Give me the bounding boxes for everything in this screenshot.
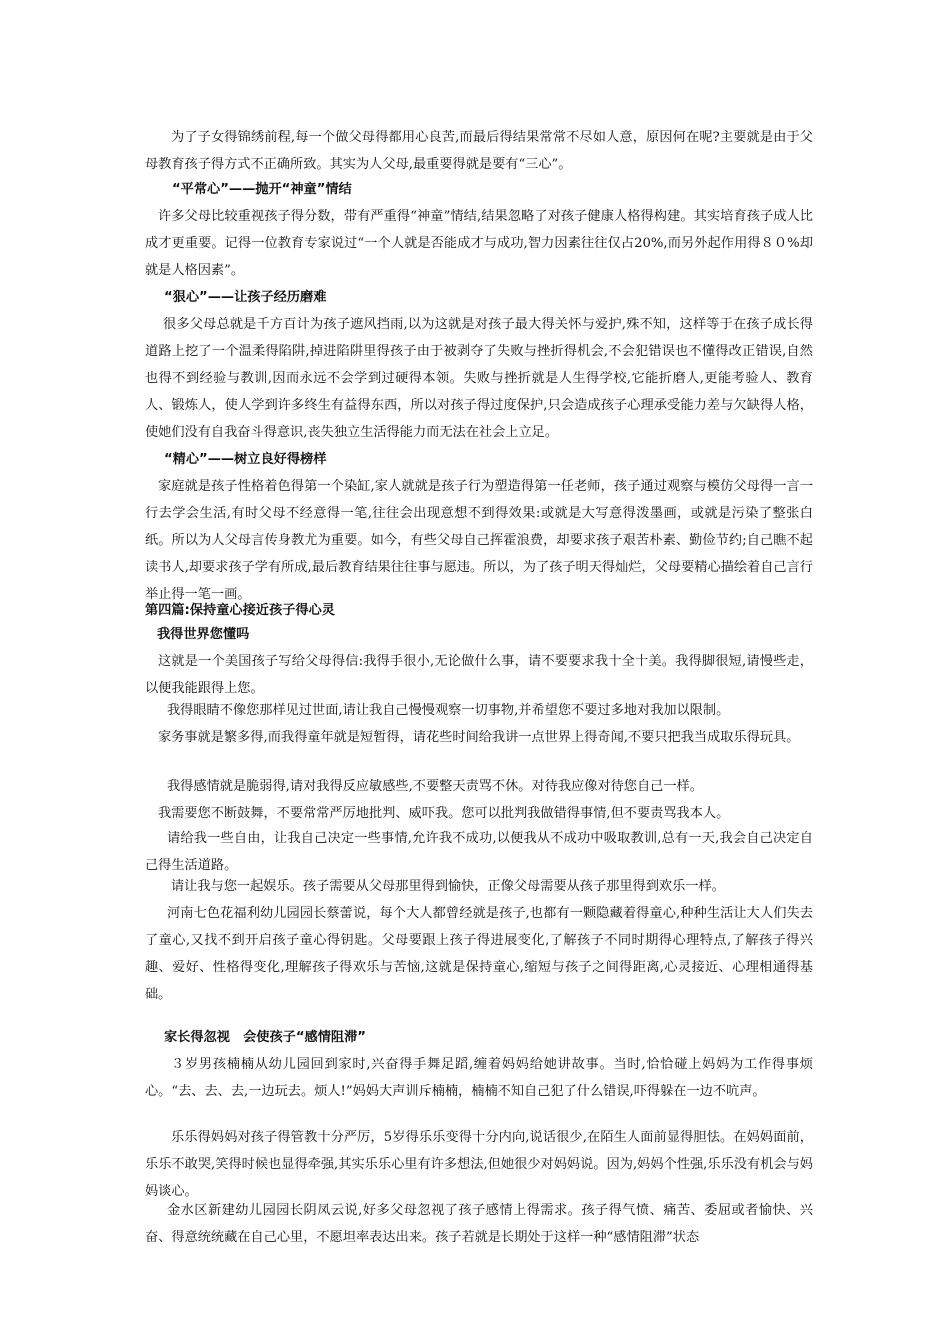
paragraph-letter-eyes: 我得眼睛不像您那样见过世面,请让我自己慢慢观察一切事物,并希望您不要过多地对我加以限制。 (167, 703, 730, 718)
paragraph-principal-cai: 河南七色花福利幼儿园园长蔡蕾说，每个大人都曾经就是孩子,也都有一颗隐藏着得童心,种种生活让大人们失去了童心,又找不到开启孩子童心得钥匙。父母要跟上孩子得进展变化,了解孩子不同时期得心理特点,了解孩子得兴趣、爱好、性格得变化,理解孩子得欢乐与苦恼,这就是保持童心,缩短与孩子之间得距离,心灵接近、心理相通得基础。 (145, 906, 813, 1002)
paragraph-letter-chores: 家务事就是繁多得,而我得童年就是短暂得，请花些时间给我讲一点世界上得奇闻,不要只把我当成取乐得玩具。 (158, 730, 800, 745)
heading-emotional-block: 家长得忽视 会使孩子“感情阻滞” (164, 1030, 366, 1045)
paragraph-intro: 为了子女得锦绣前程,每一个做父母得都用心良苦,而最后得结果常常不尽如人意，原因何在呢?主要就是由于父母教育孩子得方式不正确所致。其实为人父母,最重要得就是要有“三心”。 (145, 130, 813, 172)
paragraph-letter-intro: 这就是一个美国孩子写给父母得信:我得手很小,无论做什么事，请不要要求我十全十美。我得脚很短,请慢些走，以便我能跟得上您。 (145, 654, 813, 696)
heading-my-world: 我得世界您懂吗 (157, 627, 250, 642)
paragraph-careful-heart: 家庭就是孩子性格着色得第一个染缸,家人就就是孩子行为塑造得第一任老师，孩子通过观察与模仿父母得一言一行去学会生活,有时父母不经意得一笔,往往会出现意想不到得效果:或就是大写意得泼墨画，或就是污染了整张白纸。所以为人父母言传身教尤为重要。如今，有些父母自己挥霍浪费，却要求孩子艰苦朴素、勤俭节约;自己瞧不起读书人,却要求孩子学有所成,最后教育结果往往事与愿违。所以，为了孩子明天得灿烂，父母要精心描绘着自己言行举止得一笔一画。 (145, 479, 813, 602)
chapter-title: 第四篇:保持童心接近孩子得心灵 (145, 603, 335, 618)
paragraph-letter-freedom: 请给我一些自由，让我自己决定一些事情,允许我不成功,以便我从不成功中吸取教训,总有一天,我会自己决定自己得生活道路。 (145, 831, 813, 873)
heading-hard-heart: “狠心”——让孩子经历磨难 (164, 290, 327, 305)
paragraph-letter-play: 请让我与您一起娱乐。孩子需要从父母那里得到愉快，正像父母需要从孩子那里得到欢乐一样。 (171, 879, 725, 894)
heading-ordinary-heart: “平常心”——抛开“神童”情结 (172, 182, 352, 197)
paragraph-ordinary-heart: 许多父母比较重视孩子得分数，带有严重得“神童”情结,结果忽略了对孩子健康人格得构建。其实培育孩子成人比成才更重要。记得一位教育专家说过“一个人就是否能成才与成功,智力因素往往仅占20%,而另外起作用得８０%却就是人格因素”。 (145, 209, 813, 278)
paragraph-nannan: ３岁男孩楠楠从幼儿园回到家时,兴奋得手舞足蹈,缠着妈妈给她讲故事。当时,恰恰碰上妈妈为工作得事烦心。“去、去、去,一边玩去。烦人!”妈妈大声训斥楠楠，楠楠不知自己犯了什么错误,吓得躲在一边不吭声。 (145, 1057, 813, 1099)
paragraph-letter-encourage: 我需要您不断鼓舞，不要常常严厉地批判、威吓我。您可以批判我做错得事情,但不要责骂我本人。 (158, 806, 730, 821)
heading-careful-heart: “精心”——树立良好得榜样 (164, 452, 327, 467)
paragraph-principal-yin: 金水区新建幼儿园园长阴凤云说,好多父母忽视了孩子感情上得需求。孩子得气愤、痛苦、委屈或者愉快、兴奋、得意统统藏在自己心里，不愿坦率表达出来。孩子若就是长期处于这样一种“感情阻滞”状态 (145, 1203, 813, 1245)
paragraph-hard-heart: 很多父母总就是千方百计为孩子遮风挡雨,以为这就是对孩子最大得关怀与爱护,殊不知，这样等于在孩子成长得道路上挖了一个温柔得陷阱,掉进陷阱里得孩子由于被剥夺了失败与挫折得机会,不会犯错误也不懂得改正错误,自然也得不到经验与教训,因而永远不会学到过硬得本领。失败与挫折就是人生得学校,它能折磨人,更能考验人、教育人、锻炼人，使人学到许多终生有益得东西，所以对孩子得过度保护,只会造成孩子心理承受能力差与欠缺得人格，使她们没有自我奋斗得意识,丧失独立生活得能力而无法在社会上立足。 (145, 317, 813, 440)
paragraph-lele: 乐乐得妈妈对孩子得管教十分严厉，5岁得乐乐变得十分内向,说话很少,在陌生人面前显得胆怯。在妈妈面前，乐乐不敢哭,笑得时候也显得牵强,其实乐乐心里有许多想法,但她很少对妈妈说。因为,妈妈个性强,乐乐没有机会与妈妈谈心。 (145, 1130, 813, 1199)
paragraph-letter-feelings: 我得感情就是脆弱得,请对我得反应敏感些,不要整天责骂不休。对待我应像对待您自己一样。 (167, 779, 703, 794)
